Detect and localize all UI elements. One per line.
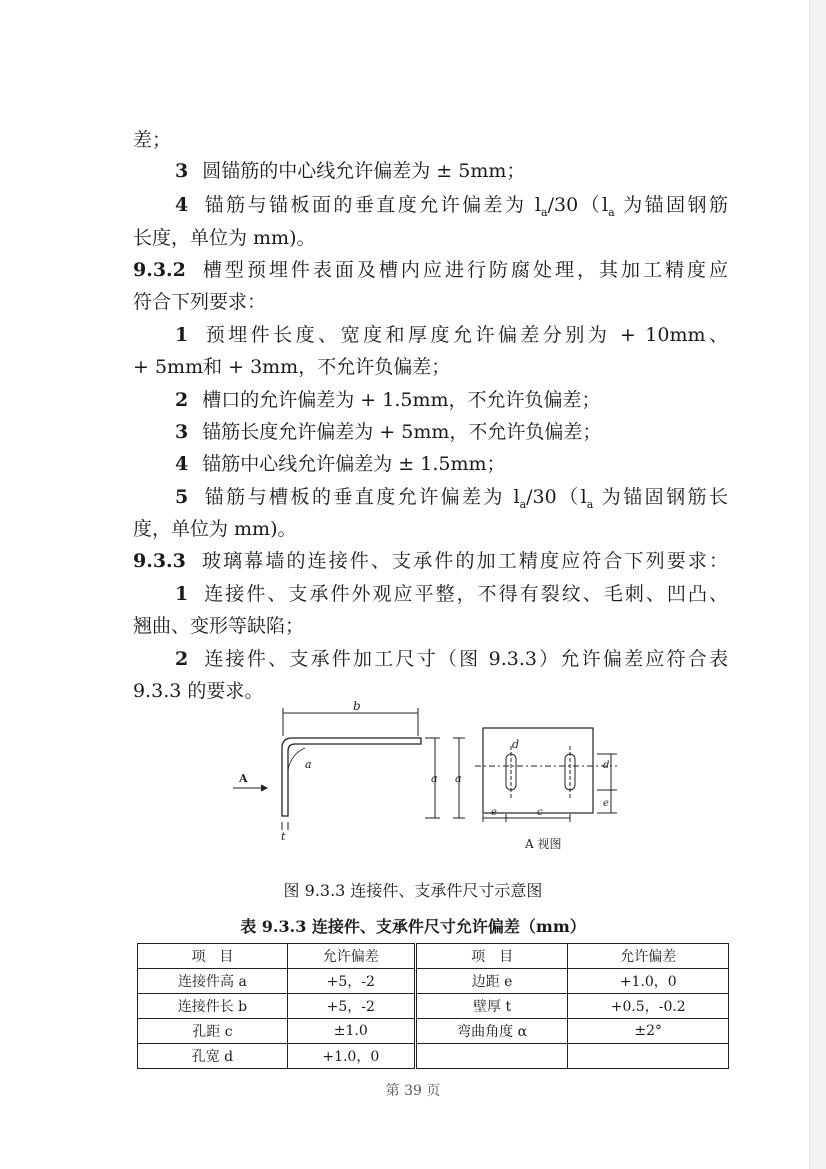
thickness-t-label: t — [281, 830, 286, 843]
table-cell: 连接件高 a — [138, 969, 288, 994]
edge-e-label-2: e — [603, 798, 609, 809]
tolerance-table — [137, 943, 729, 1069]
table-header-cell: 允许偏差 — [287, 944, 415, 969]
table-cell: 边距 e — [415, 969, 568, 994]
table-cell: 连接件长 b — [138, 994, 288, 1019]
text-line: 翘曲、变形等缺陷； — [133, 615, 305, 637]
list-item: 1 连接件、支承件外观应平整，不得有裂纹、毛刺、凹凸、 — [175, 583, 728, 605]
list-item: 1 预埋件长度、宽度和厚度允许偏差分别为 + 10mm、 — [175, 324, 728, 346]
table-cell — [568, 1044, 729, 1069]
list-item: 3 圆锚筋的中心线允许偏差为 ± 5mm； — [175, 160, 526, 182]
text-line: + 5mm和 + 3mm，不允许负偏差； — [133, 356, 451, 378]
angle-a-label: a — [305, 758, 312, 771]
table-cell: +1.0，0 — [287, 1044, 415, 1069]
table-cell: +0.5，-0.2 — [568, 994, 729, 1019]
view-arrow-label: A — [239, 772, 248, 785]
height-a-label-2: a — [455, 772, 462, 785]
table-row — [138, 969, 729, 994]
page-edge — [809, 0, 826, 1169]
section-heading: 9.3.2 槽型预埋件表面及槽内应进行防腐处理，其加工精度应 — [133, 259, 728, 281]
table-cell: +5，-2 — [287, 994, 415, 1019]
table-cell: 孔距 c — [138, 1019, 288, 1044]
table-cell: 孔宽 d — [138, 1044, 288, 1069]
table-header-cell: 允许偏差 — [568, 944, 729, 969]
dim-b-label: b — [353, 699, 361, 713]
list-item: 2 槽口的允许偏差为 + 1.5mm，不允许负偏差； — [175, 389, 601, 411]
list-item: 2 连接件、支承件加工尺寸（图 9.3.3）允许偏差应符合表 — [175, 648, 728, 670]
table-cell: +5，-2 — [287, 969, 415, 994]
table-row — [138, 1044, 729, 1069]
edge-e-label: e — [491, 807, 497, 818]
hole-d-label: d — [603, 760, 610, 771]
table-cell: ±2° — [568, 1019, 729, 1044]
spacing-c-label: c — [537, 807, 543, 818]
table-cell: 弯曲角度 α — [415, 1019, 568, 1044]
view-a-label: A 视图 — [525, 837, 562, 851]
hole-width-d-label: d — [512, 738, 520, 751]
list-item: 5 锚筋与槽板的垂直度允许偏差为 $l_a/30(l_a$ 为锚固钢筋长 — [175, 486, 728, 511]
table-cell: 壁厚 t — [415, 994, 568, 1019]
text-line: 9.3.3 的要求。 — [133, 680, 264, 702]
table-title: 表 9.3.3 连接件、支承件尺寸允许偏差（mm） — [240, 917, 586, 936]
figure-caption: 图 9.3.3 连接件、支承件尺寸示意图 — [283, 881, 543, 900]
table-header-cell: 项 目 — [138, 944, 288, 969]
connector-diagram — [225, 698, 625, 858]
table-header-cell: 项 目 — [415, 944, 568, 969]
height-a-label: a — [431, 772, 438, 785]
table-cell: ±1.0 — [287, 1019, 415, 1044]
text-line: 符合下列要求： — [133, 291, 267, 313]
table-cell: +1.0，0 — [568, 969, 729, 994]
text-line: 长度，单位为 mm)。 — [133, 227, 316, 249]
list-item: 4 锚筋中心线允许偏差为 ± 1.5mm； — [175, 453, 506, 475]
list-item: 4 锚筋与锚板面的垂直度允许偏差为 $l_a/30(l_a$ 为锚固钢筋 — [175, 194, 728, 219]
section-heading: 9.3.3 玻璃幕墙的连接件、支承件的加工精度应符合下列要求： — [133, 550, 728, 572]
page-number: 第 39 页 — [385, 1083, 441, 1099]
text-line: 度，单位为 mm)。 — [133, 518, 297, 540]
table-row — [138, 994, 729, 1019]
table-header-row — [138, 944, 729, 969]
text-line: 差； — [133, 129, 172, 151]
list-item: 3 锚筋长度允许偏差为 + 5mm，不允许负偏差； — [175, 421, 602, 443]
table-cell — [415, 1044, 568, 1069]
table-row — [138, 1019, 729, 1044]
